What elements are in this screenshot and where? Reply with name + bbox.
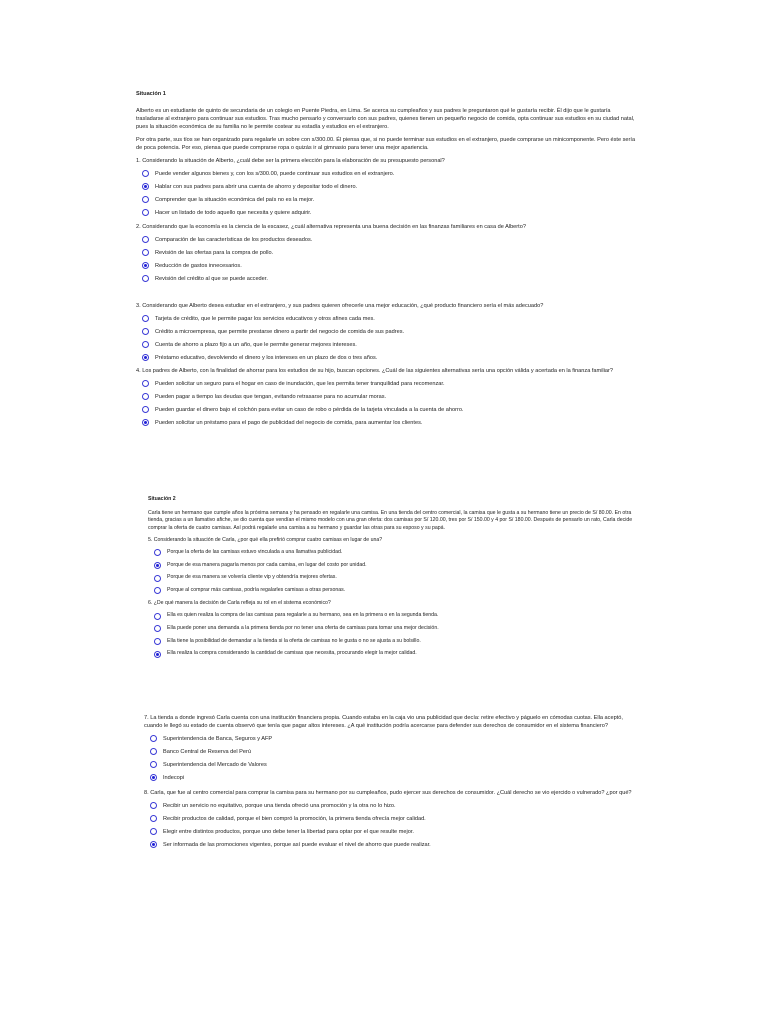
section-title: Situación 2 bbox=[148, 496, 176, 502]
radio-button-selected[interactable] bbox=[142, 354, 149, 361]
situation-paragraph: Carla tiene un hermano que cumple años la próxima semana y ha pensado en regalarle una camisa. En una tienda del centro comercial, la camisa que le gusta a su hermano tiene un precio de S/ 80.00. En otra tienda, gracias a un llamativo afiche, se dio cuenta que vendían el mismo modelo con una gran oferta: dos camisas por S/ 120.00, tres por S/ 150.00 y 4 por S/ 180.00. Después de pensarlo un rato, Carla decide comprar la oferta de cuatro camisas. Así podrá regalarle una camisa a su hermano y guardar las otras para su esposo y su papá. bbox=[148, 509, 633, 531]
radio-button-selected[interactable] bbox=[154, 651, 161, 658]
radio-button[interactable] bbox=[142, 393, 149, 400]
question-text: 2. Considerando que la economía es la ciencia de la escasez, ¿cuál alternativa representa una buena decisión en las finanzas familiares en casa de Alberto? bbox=[136, 224, 526, 230]
answer-option[interactable] bbox=[142, 167, 636, 180]
option-label: Ella realiza la compra considerando la cantidad de camisas que necesita, procurando elegir la mejor calidad. bbox=[167, 650, 417, 657]
answer-option[interactable] bbox=[142, 377, 636, 390]
radio-button[interactable] bbox=[142, 275, 149, 282]
radio-button[interactable] bbox=[150, 828, 157, 835]
question-2 bbox=[136, 223, 636, 285]
option-label: Superintendencia de Banca, Seguros y AFP bbox=[163, 735, 273, 742]
option-label: Ella tiene la posibilidad de demandar a la tienda si la oferta de camisas no le gusta o no se ajusta a su bolsillo. bbox=[167, 637, 421, 644]
option-label: Hablar con sus padres para abrir una cuenta de ahorro y depositar todo el dinero. bbox=[155, 183, 358, 190]
option-label: Pueden pagar a tiempo las deudas que tengan, evitando retrasarse para no acumular moras. bbox=[155, 393, 387, 400]
option-label: Reducción de gastos innecesarios. bbox=[155, 262, 242, 269]
situation-paragraph: Por otra parte, sus tíos se han organizado para regalarle un sobre con s/300.00. Él piensa que, si no puede terminar sus estudios en el extranjero, puede comprarse un minicomponente. Pero éste sería de poca potencia. Por eso, piensa que puede comprarse ropa o quizás ir al gimnasio para tener una mejor apariencia. bbox=[136, 137, 636, 151]
question-text: 7. La tienda a donde ingresó Carla cuenta con una institución financiera propia. Cuando estaba en la caja vio una publicidad que decía: retire efectivo y páguelo en cómodas cuotas. Ella aceptó, cuando le llegó su estado de cuenta observó que tenía que pagar altos intereses. ¿A qué institución podría acercarse para defender sus derechos de consumidor en el sistema financiero? bbox=[144, 715, 623, 729]
option-label: Tarjeta de crédito, que le permite pagar los servicios educativos y otros afines cada mes. bbox=[155, 315, 375, 322]
radio-button-selected[interactable] bbox=[150, 841, 157, 848]
answer-option[interactable] bbox=[154, 585, 633, 598]
answer-option[interactable] bbox=[142, 351, 636, 364]
answer-option[interactable] bbox=[142, 259, 636, 272]
option-label: Crédito a microempresa, que permite prestarse dinero a partir del negocio de comida de sus padres. bbox=[155, 328, 405, 335]
radio-button[interactable] bbox=[154, 575, 161, 582]
option-label: Porque de esa manera se volvería cliente vip y obtendría mejores ofertas. bbox=[167, 574, 337, 581]
question-text: 4. Los padres de Alberto, con la finalidad de ahorrar para los estudios de su hijo, buscan opciones. ¿Cuál de las siguientes alternativas sería una opción válida y acertada en la finanza familiar? bbox=[136, 368, 614, 374]
radio-button[interactable] bbox=[142, 406, 149, 413]
question-text: 6. ¿De qué manera la decisión de Carla refleja su rol en el sistema económico? bbox=[148, 600, 331, 607]
answer-option[interactable] bbox=[142, 390, 636, 403]
option-label: Pueden solicitar un seguro para el hogar en caso de inundación, que les permita tener tranquilidad para recomenzar. bbox=[155, 380, 445, 387]
option-label: Elegir entre distintos productos, porque uno debe tener la libertad para optar por el que resulte mejor. bbox=[163, 828, 414, 835]
question-5 bbox=[148, 537, 633, 597]
option-label: Banco Central de Reserva del Perú bbox=[163, 748, 251, 755]
answer-option[interactable] bbox=[142, 403, 636, 416]
situacion-1-section bbox=[136, 90, 636, 429]
option-label: Porque al comprar más camisas, podría regalarles camisas a otras personas. bbox=[167, 587, 346, 594]
answer-option[interactable] bbox=[142, 416, 636, 429]
option-label: Revisión del crédito al que se puede acceder. bbox=[155, 275, 268, 282]
situation-paragraph: Alberto es un estudiante de quinto de secundaria de un colegio en Puente Piedra, en Lima. Se acerca su cumpleaños y sus padres le preguntaron qué le gustaría recibir. Él dijo que le gustaría trasladarse al extranjero para continuar sus estudios. Tras mucho pensarlo y conversarlo con sus padres, quienes tienen un pequeño negocio de comida, opta continuar sus estudios en su ciudad natal, pues la situación económica de su familia no le permite costear su estadía y estudios en el extranjero. bbox=[136, 108, 635, 130]
question-text: 3. Considerando que Alberto desea estudiar en el extranjero, y sus padres quieren ofrecerle una mejor educación, ¿qué producto financiero sería el más adecuado? bbox=[136, 303, 544, 309]
option-label: Comparación de las características de los productos deseados. bbox=[155, 236, 313, 243]
question-text: 8. Carla, que fue al centro comercial para comprar la camisa para su hermano por su cumpleaños, pudo ejercer sus derechos de consumidor. ¿Cuál derecho se vio ejercido o vulnerado? ¿por qué? bbox=[144, 790, 632, 796]
answer-option[interactable] bbox=[154, 559, 633, 572]
option-label: Comprender que la situación económica del país no es la mejor. bbox=[155, 196, 315, 203]
radio-button[interactable] bbox=[142, 341, 149, 348]
answer-option[interactable] bbox=[150, 825, 634, 838]
radio-button[interactable] bbox=[142, 315, 149, 322]
answer-option[interactable] bbox=[154, 547, 633, 560]
radio-button[interactable] bbox=[154, 549, 161, 556]
option-label: Revisión de las ofertas para la compra de pollo. bbox=[155, 249, 274, 256]
answer-option[interactable] bbox=[154, 610, 633, 623]
option-label: Hacer un listado de todo aquello que necesita y quiere adquirir. bbox=[155, 209, 312, 216]
radio-button[interactable] bbox=[142, 170, 149, 177]
section-title: Situación 1 bbox=[136, 91, 166, 97]
answer-option[interactable] bbox=[150, 799, 634, 812]
question-1 bbox=[136, 157, 636, 219]
situacion-2-section bbox=[148, 496, 633, 661]
answer-option[interactable] bbox=[150, 771, 634, 784]
radio-button[interactable] bbox=[150, 815, 157, 822]
question-8 bbox=[144, 789, 634, 851]
radio-button[interactable] bbox=[142, 196, 149, 203]
radio-button[interactable] bbox=[154, 587, 161, 594]
answer-option[interactable] bbox=[154, 635, 633, 648]
radio-button-selected[interactable] bbox=[142, 262, 149, 269]
answer-option[interactable] bbox=[154, 622, 633, 635]
option-label: Cuenta de ahorro a plazo fijo a un año, que le permite generar mejores intereses. bbox=[155, 341, 357, 348]
radio-button[interactable] bbox=[154, 625, 161, 632]
answer-option[interactable] bbox=[150, 758, 634, 771]
radio-button[interactable] bbox=[142, 209, 149, 216]
radio-button[interactable] bbox=[142, 328, 149, 335]
radio-button[interactable] bbox=[150, 802, 157, 809]
answer-option[interactable] bbox=[142, 338, 636, 351]
question-7 bbox=[144, 714, 634, 784]
question-text: 5. Considerando la situación de Carla, ¿por qué ella prefirió comprar cuatro camisas en lugar de una? bbox=[148, 537, 383, 543]
radio-button[interactable] bbox=[142, 380, 149, 387]
option-label: Porque de esa manera pagaría menos por cada camisa, en lugar del costo por unidad. bbox=[167, 561, 367, 568]
option-label: Recibir un servicio no equitativo, porque una tienda ofreció una promoción y la otra no lo hizo. bbox=[163, 802, 396, 809]
answer-option[interactable] bbox=[154, 648, 633, 661]
situacion-3-section bbox=[144, 714, 634, 851]
answer-option[interactable] bbox=[142, 272, 636, 285]
option-label: Ser informada de las promociones vigentes, porque así puede evaluar el nivel de ahorro que puede realizar. bbox=[163, 841, 431, 848]
radio-button[interactable] bbox=[150, 748, 157, 755]
question-6 bbox=[148, 600, 633, 660]
radio-button-selected[interactable] bbox=[150, 774, 157, 781]
radio-button[interactable] bbox=[142, 236, 149, 243]
answer-option[interactable] bbox=[150, 838, 634, 851]
radio-button[interactable] bbox=[150, 735, 157, 742]
radio-button[interactable] bbox=[154, 638, 161, 645]
answer-option[interactable] bbox=[150, 732, 634, 745]
answer-option[interactable] bbox=[142, 180, 636, 193]
option-label: Préstamo educativo, devolviendo el dinero y los intereses en un plazo de dos o tres años. bbox=[155, 354, 378, 361]
question-3 bbox=[136, 302, 636, 364]
answer-option[interactable] bbox=[142, 246, 636, 259]
radio-button[interactable] bbox=[142, 249, 149, 256]
radio-button[interactable] bbox=[150, 761, 157, 768]
option-label: Puede vender algunos bienes y, con los s/300.00, puede continuar sus estudios en el extranjero. bbox=[155, 170, 395, 177]
answer-option[interactable] bbox=[142, 312, 636, 325]
radio-button-selected[interactable] bbox=[142, 183, 149, 190]
option-label: Pueden solicitar un préstamo para el pago de publicidad del negocio de comida, para aumentar los clientes. bbox=[155, 419, 423, 426]
option-label: Superintendencia del Mercado de Valores bbox=[163, 761, 267, 768]
radio-button[interactable] bbox=[154, 613, 161, 620]
answer-option[interactable] bbox=[150, 812, 634, 825]
answer-option[interactable] bbox=[142, 233, 636, 246]
answer-option[interactable] bbox=[150, 745, 634, 758]
option-label: Ella puede poner una demanda a la primera tienda por no tener una oferta de camisas para tomar una mejor decisión. bbox=[167, 625, 439, 632]
radio-button-selected[interactable] bbox=[142, 419, 149, 426]
answer-option[interactable] bbox=[142, 206, 636, 219]
option-label: Pueden guardar el dinero bajo el colchón para evitar un caso de robo o pérdida de la tarjeta vinculada a la cuenta de ahorro. bbox=[155, 406, 464, 413]
answer-option[interactable] bbox=[142, 325, 636, 338]
radio-button-selected[interactable] bbox=[154, 562, 161, 569]
option-label: Porque la oferta de las camisas estuvo vinculada a una llamativa publicidad. bbox=[167, 549, 343, 556]
answer-option[interactable] bbox=[154, 572, 633, 585]
question-4 bbox=[136, 367, 636, 429]
question-text: 1. Considerando la situación de Alberto, ¿cuál debe ser la primera elección para la elaboración de su presupuesto personal? bbox=[136, 158, 445, 164]
option-label: Ella es quien realiza la compra de las camisas para regalarle a su hermano, sea en la primera o en la segunda tienda. bbox=[167, 612, 439, 619]
answer-option[interactable] bbox=[142, 193, 636, 206]
option-label: Indecopi bbox=[163, 774, 185, 781]
option-label: Recibir productos de calidad, porque el bien compró la promoción, la primera tienda ofrecía mejor calidad. bbox=[163, 815, 426, 822]
